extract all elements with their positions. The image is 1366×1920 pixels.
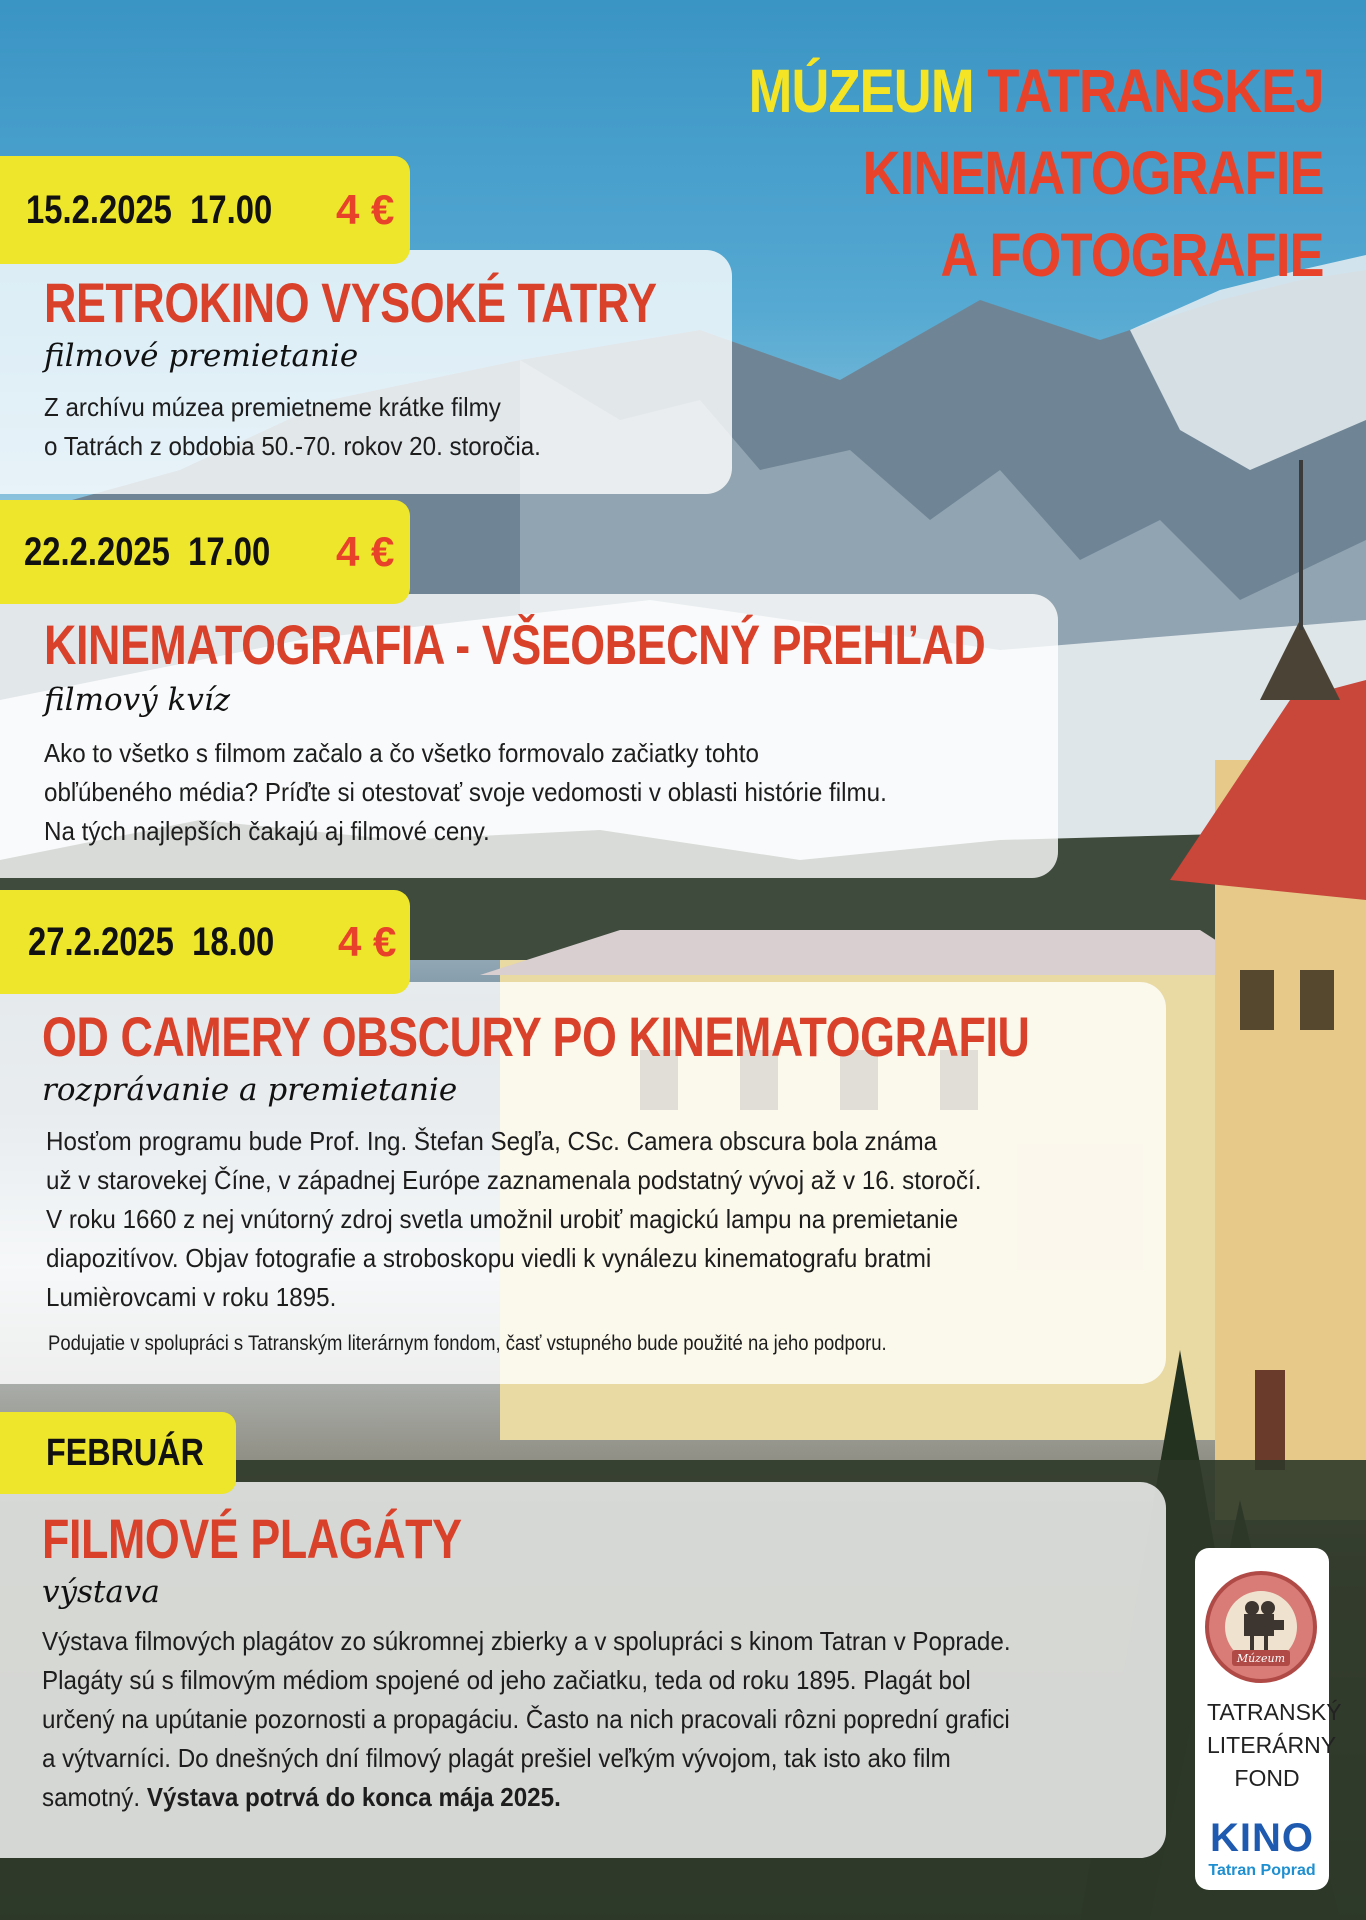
exhibition-month: FEBRUÁR (46, 1431, 204, 1474)
description-line: V roku 1660 z nej vnútorný zdroj svetla umožnil urobiť magickú lampu na premietanie (46, 1204, 959, 1234)
event-time: 17.00 (190, 187, 273, 232)
event-title-2: KINEMATOGRAFIA - VŠEOBECNÝ PREHĽAD (44, 613, 986, 676)
description-line: obľúbeného média? Príďte si otestovať svoje vedomosti v oblasti histórie filmu. (44, 777, 887, 807)
event-title-1: RETROKINO VYSOKÉ TATRY (44, 271, 657, 334)
event-datetime-2 (24, 530, 270, 575)
partner-logos-box (1195, 1548, 1342, 1890)
description-line: Ako to všetko s filmom začalo a čo všetko formovalo začiatky tohto (44, 738, 759, 768)
tower-window (1255, 1370, 1285, 1470)
event-date: 15.2.2025 (26, 187, 172, 232)
event-date-tag-1 (0, 156, 410, 264)
title-line-1: TATRANSKEJ (987, 57, 1324, 125)
exhibition-duration: Výstava potrvá do konca mája 2025. (146, 1782, 561, 1812)
fund-line: FOND (1234, 1765, 1300, 1791)
title-line-2: KINEMATOGRAFIE (862, 139, 1324, 207)
description-last-line: samotný. (42, 1782, 141, 1812)
museum-logo (1204, 1570, 1318, 1684)
exhibition-description (42, 1622, 1011, 1817)
event-price: 4 € (338, 918, 397, 965)
description-line: Lumièrovcami v roku 1895. (46, 1282, 337, 1312)
page-title (749, 50, 1324, 296)
title-museum-word: MÚZEUM (748, 57, 974, 125)
tower-window (1240, 970, 1274, 1030)
event-subtitle-1: filmové premietanie (44, 338, 359, 374)
fund-line: LITERÁRNY (1207, 1732, 1337, 1758)
event-price: 4 € (336, 528, 395, 575)
description-line: Výstava filmových plagátov zo súkromnej zbierky a v spolupráci s kinom Tatran v Poprade. (42, 1626, 1011, 1656)
event-date: 27.2.2025 (28, 919, 174, 964)
literary-fund-text (1207, 1696, 1342, 1795)
event-date: 22.2.2025 (24, 529, 170, 574)
exhibition-month-tag (0, 1412, 236, 1494)
tower-window (1300, 970, 1334, 1030)
event-price: 4 € (336, 186, 395, 233)
event-subtitle-2: filmový kvíz (44, 682, 231, 718)
description-line: Z archívu múzea premietneme krátke filmy (44, 392, 501, 422)
description-line: určený na upútanie pozornosti a propagáciu. Často na nich pracovali rôzni poprední grafici (42, 1704, 1010, 1734)
event-subtitle-3: rozprávanie a premietanie (42, 1072, 458, 1108)
event-note-3: Podujatie v spolupráci s Tatranským literárnym fondom, časť vstupného bude použité na jeho podporu. (48, 1332, 887, 1355)
description-line: už v starovekej Číne, v západnej Európe zaznamenala podstatný vývoj až v 16. storočí. (46, 1165, 982, 1195)
tower-spire (1299, 460, 1303, 630)
event-datetime-1 (26, 188, 272, 233)
museum-logo-label: Múzeum (1236, 1652, 1286, 1665)
event-title-3: OD CAMERY OBSCURY PO KINEMATOGRAFIU (42, 1005, 1030, 1068)
fund-line: TATRANSKÝ (1207, 1699, 1342, 1725)
exhibition-title: FILMOVÉ PLAGÁTY (42, 1507, 462, 1570)
kino-logo: KINO (1210, 1816, 1314, 1860)
description-line: diapozitívov. Objav fotografie a stroboskopu viedli k vynálezu kinematografu bratmi (46, 1243, 932, 1273)
event-description-1 (44, 388, 541, 466)
description-line: a výtvarníci. Do dnešných dní filmový plagát prešiel veľkým vývojom, tak isto ako film (42, 1743, 951, 1773)
description-line: Na tých najlepších čakajú aj filmové ceny. (44, 816, 490, 846)
event-datetime-3 (28, 920, 274, 965)
exhibition-subtitle: výstava (42, 1574, 160, 1610)
description-line: Hosťom programu bude Prof. Ing. Štefan Segľa, CSc. Camera obscura bola známa (46, 1126, 938, 1156)
description-line: Plagáty sú s filmovým médiom spojené od jeho začiatku, teda od roku 1895. Plagát bol (42, 1665, 971, 1695)
title-line-3: A FOTOGRAFIE (940, 221, 1324, 289)
kino-logo-subtitle: Tatran Poprad (1208, 1862, 1316, 1879)
event-description-3 (46, 1122, 981, 1317)
event-description-2 (44, 734, 887, 851)
event-date-tag-3 (0, 890, 410, 994)
event-date-tag-2 (0, 500, 410, 604)
description-line: o Tatrách z obdobia 50.-70. rokov 20. storočia. (44, 431, 541, 461)
event-time: 17.00 (188, 529, 271, 574)
description-line (42, 1778, 1011, 1817)
event-time: 18.00 (192, 919, 275, 964)
